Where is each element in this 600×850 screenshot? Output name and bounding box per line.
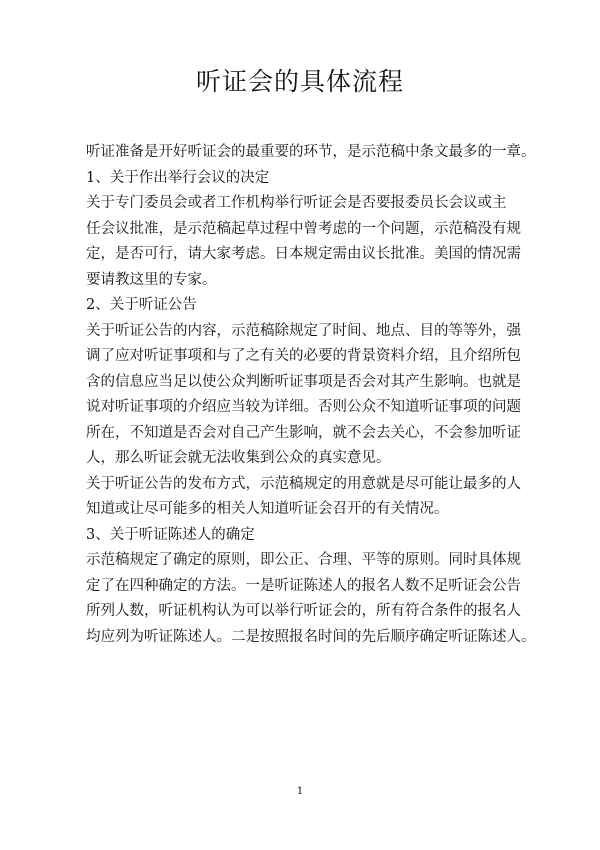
paragraph-line: 听证准备是开好听证会的最重要的环节，是示范稿中条文最多的一章。 [86, 144, 536, 160]
paragraph-line: 所在，不知道是否会对自己产生影响，就不会去关心，不会参加听证 [86, 424, 521, 441]
paragraph-line: 关于专门委员会或者工作机构举行听证会是否要报委员长会议或主 [86, 195, 507, 211]
paragraph-line: 定，是否可行，请大家考虑。日本规定需由议长批准。美国的情况需 [86, 246, 521, 262]
page-number: 1 [296, 786, 304, 797]
section-heading-1: 1、关于作出举行会议的决定 [86, 169, 270, 186]
paragraph-line: 人，那么听证会就无法收集到公众的真实意见。 [86, 450, 391, 466]
paragraph-line: 任会议批准，是示范稿起草过程中曾考虑的一个问题，示范稿没有规 [86, 220, 521, 237]
paragraph-line: 关于听证公告的内容，示范稿除规定了时间、地点、目的等等外，强 [86, 322, 521, 339]
paragraph-line: 知道或让尽可能多的相关人知道听证会召开的有关情况。 [86, 501, 449, 517]
paragraph-line: 调了应对听证事项和与了之有关的必要的背景资料介绍，且介绍所包 [86, 348, 521, 364]
paragraph-line: 示范稿规定了确定的原则，即公正、合理、平等的原则。同时具体规 [86, 552, 521, 568]
paragraph-line: 均应列为听证陈述人。二是按照报名时间的先后顺序确定听证陈述人。 [86, 628, 536, 645]
paragraph-line: 关于听证公告的发布方式，示范稿规定的用意就是尽可能让最多的人 [86, 475, 521, 492]
paragraph-line: 所列人数，听证机构认为可以举行听证会的，所有符合条件的报名人 [86, 603, 521, 619]
paragraph-line: 说对听证事项的介绍应当较为详细。否则公众不知道听证事项的问题 [86, 399, 521, 415]
section-heading-2: 2、关于听证公告 [86, 297, 197, 313]
paragraph-line: 定了在四种确定的方法。一是听证陈述人的报名人数不足听证会公告 [86, 577, 521, 594]
section-heading-3: 3、关于听证陈述人的确定 [86, 526, 255, 543]
document-body [86, 140, 536, 650]
document-title: 听证会的具体流程 [195, 67, 404, 96]
paragraph-line: 含的信息应当足以使公众判断听证事项是否会对其产生影响。也就是 [86, 373, 521, 390]
paragraph-line: 要请教这里的专家。 [86, 271, 217, 288]
